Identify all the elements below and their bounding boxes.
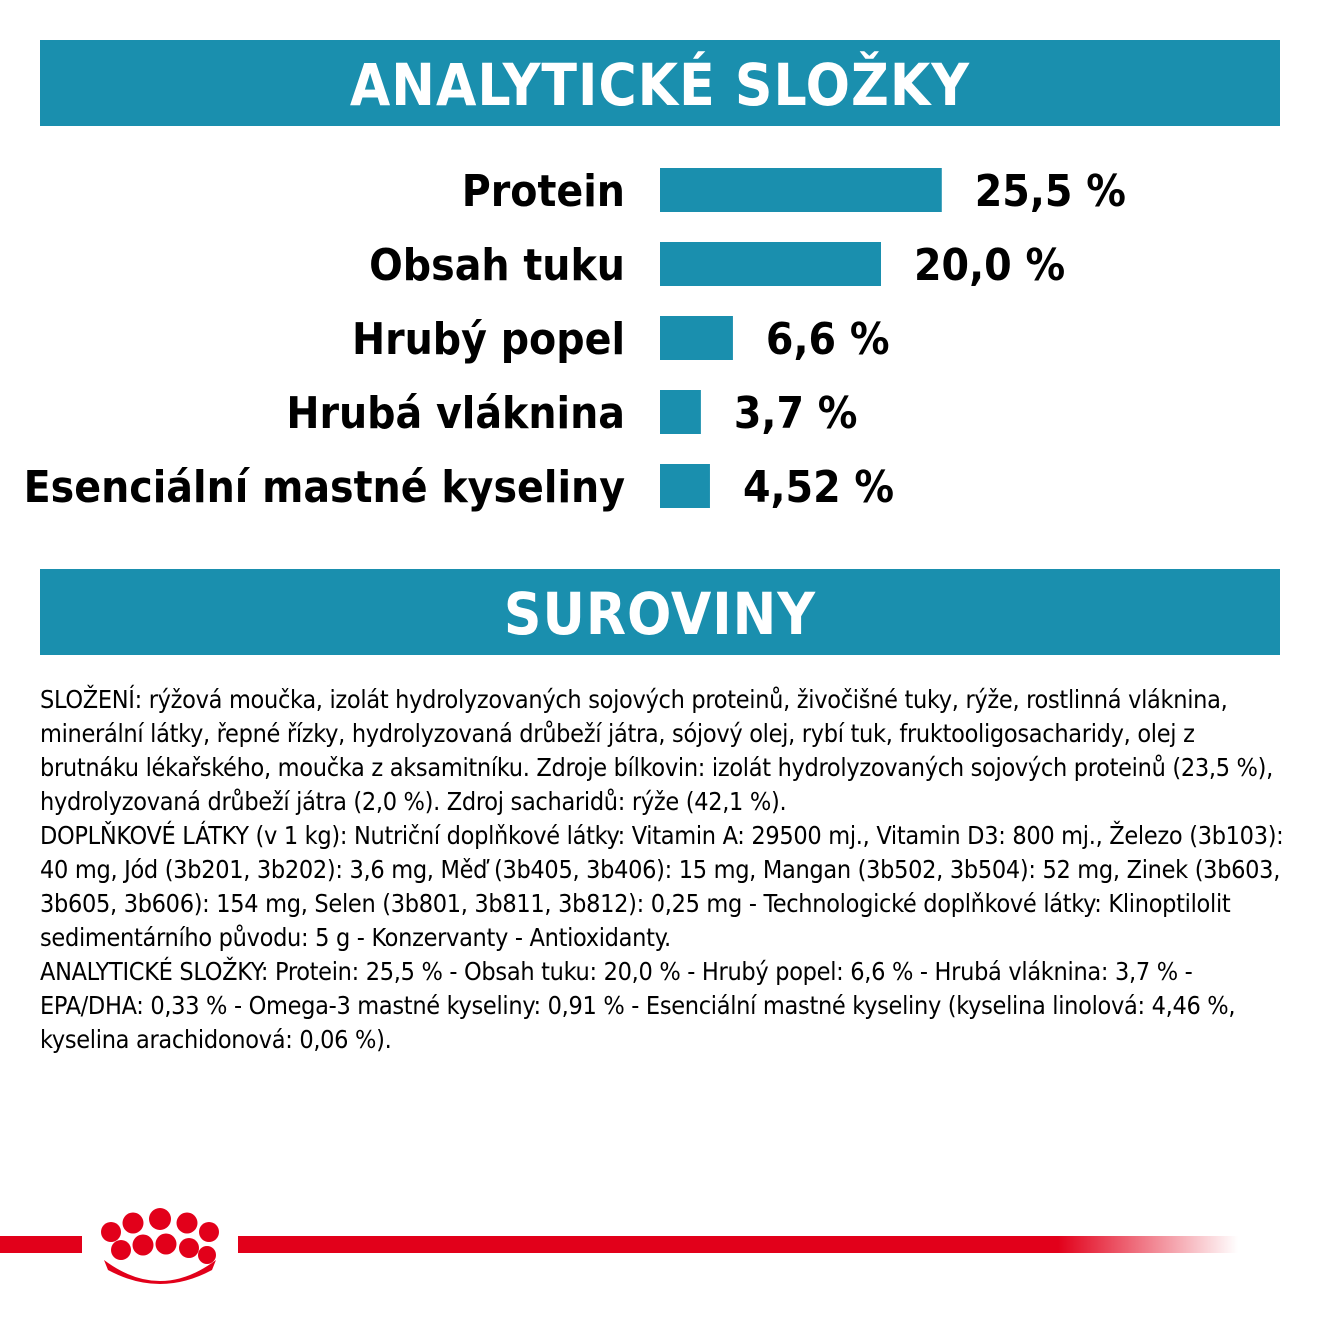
bar-obsah-tuku [660, 242, 881, 286]
bar-value-esencialni-mastne-kyseliny: 4,52 % [742, 462, 895, 513]
analytic-components-banner: ANALYTICKÉ SLOŽKY [40, 40, 1280, 126]
additives-paragraph: DOPLŇKOVÉ LÁTKY (v 1 kg): Nutriční doplňkové látky: Vitamin A: 29500 mj., Vitamin D3: 800 mj., Železo (3b103): 40 mg, Jód (3b201, 3b202): 3,6 mg, Měď (3b405, 3b406): 15 mg, Mangan (3b502, 3b504): 52 mg, Zinek (3b603, 3b605, 3b606): 154 mg, Selen (3b801, 3b811, 3b812): 0,25 mg - Technologické doplňkové látky: Klinoptilolit sedimentárního původu: 5 g - Konzervanty - Antioxidanty. [40, 821, 1284, 952]
bar-value-protein: 25,5 % [974, 166, 1126, 217]
ingredients-banner: SUROVINY [40, 569, 1280, 655]
analytic-paragraph: ANALYTICKÉ SLOŽKY: Protein: 25,5 % - Obsah tuku: 20,0 % - Hrubý popel: 6,6 % - Hrubá vláknina: 3,7 % - EPA/DHA: 0,33 % - Omega-3 mastné kyseliny: 0,91 % - Esenciální mastné kyseliny (kyselina linolová: 4,46 %, kyselina arachidonová: 0,06 %). [40, 957, 1236, 1054]
brand-line-left [0, 1236, 82, 1253]
bar-protein [660, 168, 942, 212]
royal-canin-crown-icon [101, 1208, 219, 1284]
brand-footer [0, 1190, 1320, 1300]
bar-label-protein: Protein [461, 166, 625, 217]
bar-value-obsah-tuku: 20,0 % [914, 240, 1066, 291]
bar-label-obsah-tuku: Obsah tuku [369, 240, 625, 291]
bar-label-hruba-vlaknina: Hrubá vláknina [286, 388, 625, 439]
bar-label-hruby-popel: Hrubý popel [351, 314, 625, 365]
bar-label-esencialni-mastne-kyseliny: Esenciální mastné kyseliny [23, 462, 625, 513]
bar-esencialni-mastne-kyseliny [660, 464, 710, 508]
bar-value-hruba-vlaknina: 3,7 % [733, 388, 858, 439]
bar-hruba-vlaknina [660, 390, 701, 434]
brand-line-right [238, 1236, 1238, 1253]
bar-hruby-popel [660, 316, 733, 360]
composition-paragraph: SLOŽENÍ: rýžová moučka, izolát hydrolyzovaných sojových proteinů, živočišné tuky, rýže, rostlinná vláknina, minerální látky, řepné řízky, hydrolyzovaná drůbeží játra, sójový olej, rybí tuk, fruktooligosacharidy, olej z brutnáku lékařského, moučka z aksamitníku. Zdroje bílkovin: izolát hydrolyzovaných sojových proteinů (23,5 %), hydrolyzovaná drůbeží játra (2,0 %). Zdroj sacharidů: rýže (42,1 %). [40, 685, 1273, 816]
ingredients-text-block [40, 683, 1290, 1057]
analytic-bar-chart [0, 160, 1320, 530]
bar-value-hruby-popel: 6,6 % [765, 314, 890, 365]
